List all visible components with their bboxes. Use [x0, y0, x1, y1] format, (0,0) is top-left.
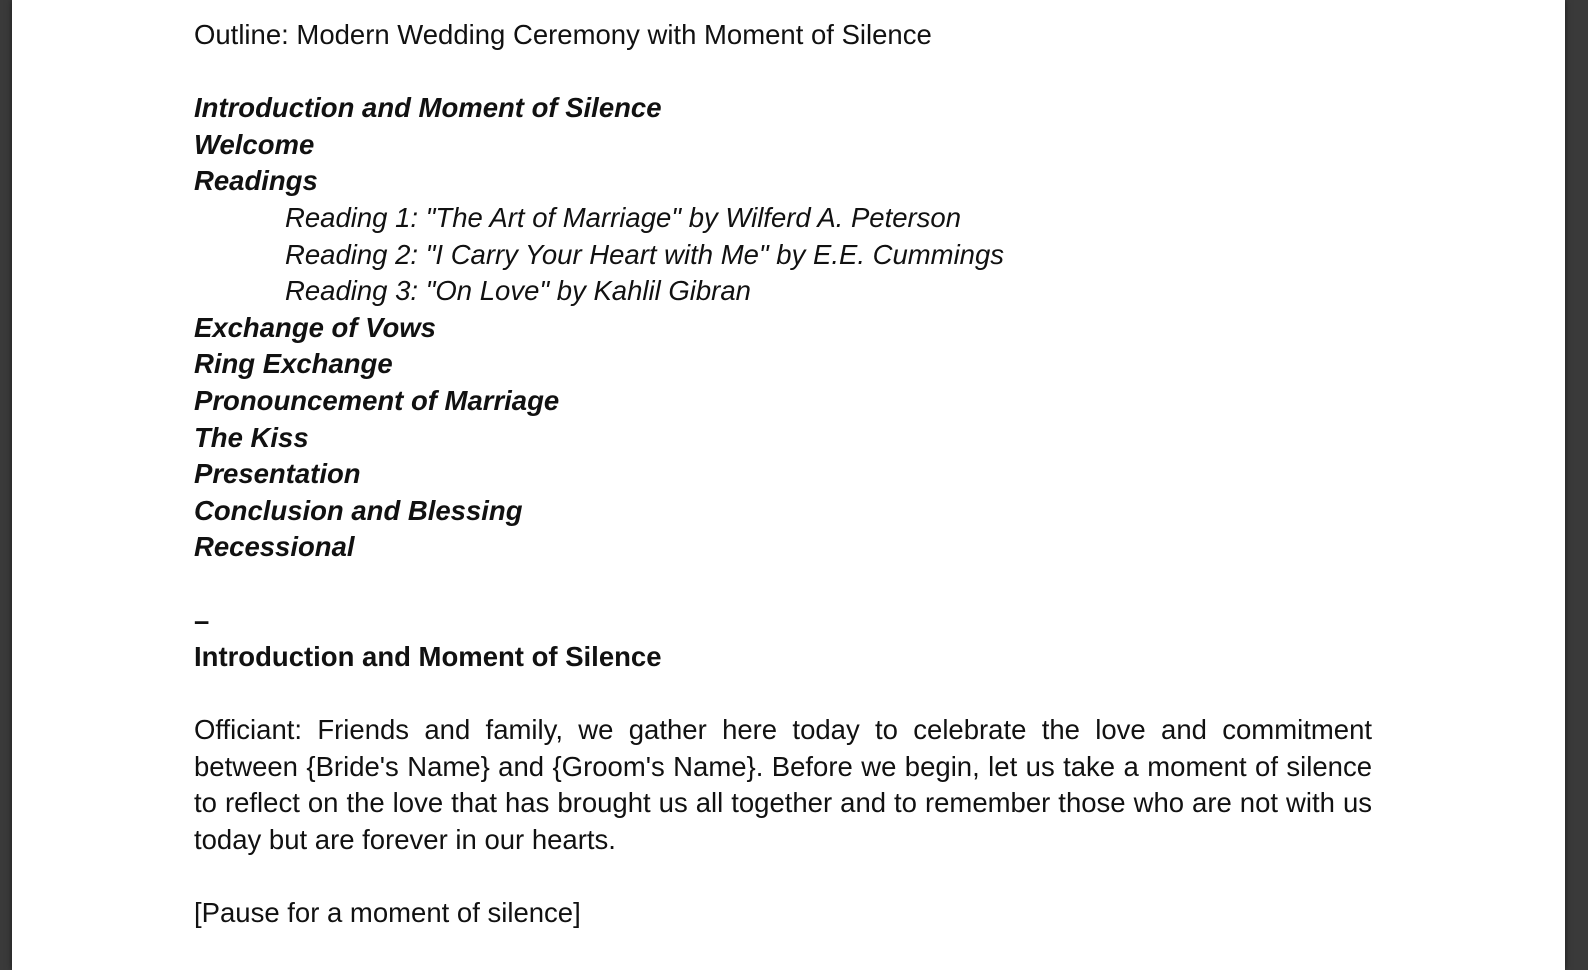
- blank-line: [194, 676, 1372, 713]
- outline-item-exchange-of-vows: Exchange of Vows: [194, 311, 436, 343]
- blank-line: [194, 859, 1372, 896]
- outline-item-ring-exchange: Ring Exchange: [194, 348, 393, 380]
- blank-line: [194, 54, 1372, 91]
- reading-item-2: Reading 2: "I Carry Your Heart with Me" by E.E. Cummings: [285, 238, 1005, 270]
- document-page: [12, 0, 1565, 970]
- outline-item-presentation: Presentation: [194, 458, 361, 490]
- outline-item-readings: Readings: [194, 165, 318, 197]
- readings-sublist: [194, 200, 1372, 310]
- outline-title: Outline: Modern Wedding Ceremony with Moment of Silence: [194, 19, 932, 50]
- outline-item-conclusion: Conclusion and Blessing: [194, 494, 523, 526]
- section-separator: –: [194, 604, 210, 636]
- section-heading: Introduction and Moment of Silence: [194, 641, 662, 673]
- outline-list: [194, 90, 1372, 566]
- stage-direction: [Pause for a moment of silence]: [194, 897, 581, 929]
- reading-item-3: Reading 3: "On Love" by Kahlil Gibran: [285, 275, 751, 307]
- outline-item-pronouncement: Pronouncement of Marriage: [194, 384, 560, 416]
- page-content: [194, 17, 1372, 932]
- reading-item-1: Reading 1: "The Art of Marriage" by Wilferd A. Peterson: [285, 201, 962, 233]
- outline-item-welcome: Welcome: [194, 128, 315, 160]
- officiant-paragraph: Officiant: Friends and family, we gather here today to celebrate the love and commitment between {Bride's Name} and {Groom's Name}. Before we begin, let us take a moment of silence to reflect on the love that has brought us all together and to remember those who are not with us today but are forever in our hearts.: [194, 714, 1372, 856]
- outline-item-the-kiss: The Kiss: [194, 421, 309, 453]
- outline-item-recessional: Recessional: [194, 531, 355, 563]
- outline-item-introduction: Introduction and Moment of Silence: [194, 92, 662, 124]
- blank-line: [194, 566, 1372, 603]
